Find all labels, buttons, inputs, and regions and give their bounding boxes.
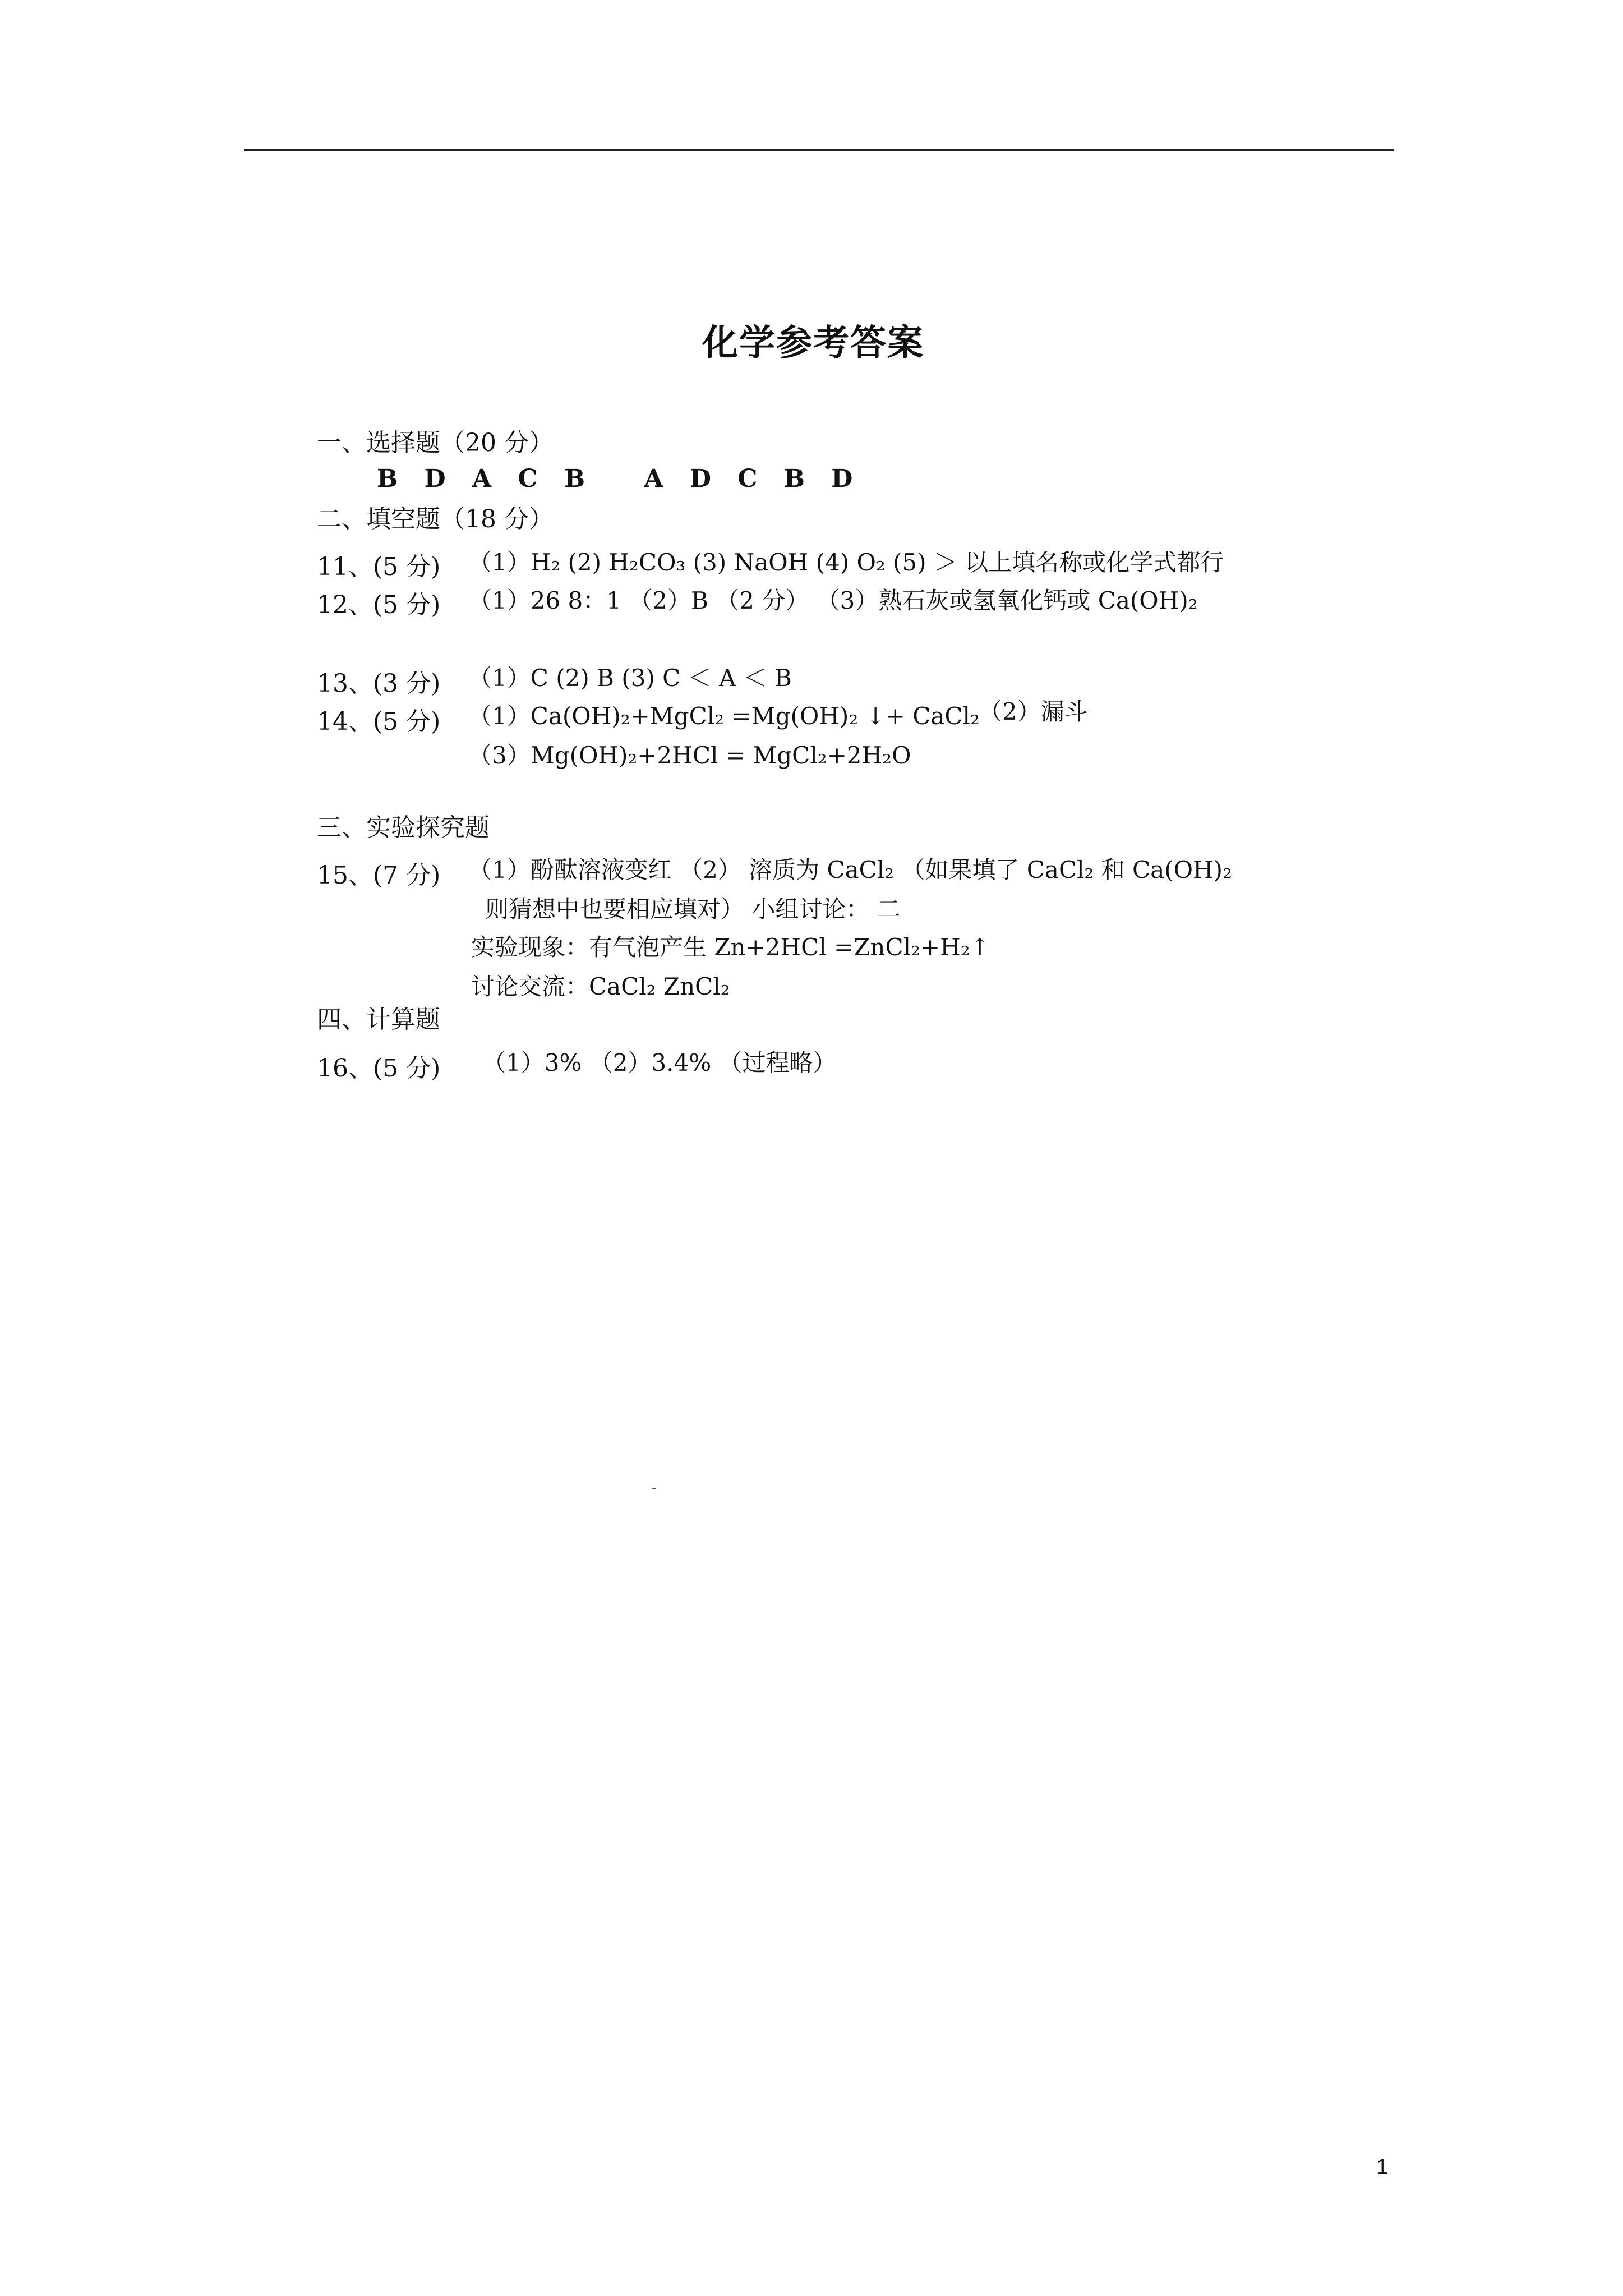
choice-answer: C bbox=[737, 464, 758, 493]
question-number-12: 12、(5 分) bbox=[317, 591, 441, 619]
question-number-11: 11、(5 分) bbox=[317, 553, 441, 581]
question-number-14: 14、(5 分) bbox=[317, 707, 441, 736]
choice-answer: D bbox=[424, 464, 446, 493]
choice-answer: A bbox=[472, 464, 492, 493]
question-number-16: 16、(5 分) bbox=[317, 1054, 441, 1083]
answer-15-line4: 讨论交流：CaCl₂ ZnCl₂ bbox=[471, 973, 730, 1000]
choice-answer: B bbox=[783, 464, 805, 493]
section-heading-experiment: 三、实验探究题 bbox=[317, 813, 490, 842]
answer-12: （1）26 8：1 （2）B （2 分） （3）熟石灰或氢氧化钙或 Ca(OH)₂ bbox=[468, 587, 1198, 614]
answer-14-part3: （3）Mg(OH)₂+2HCl = MgCl₂+2H₂O bbox=[468, 742, 911, 769]
answer-15-line3: 实验现象：有气泡产生 Zn+2HCl =ZnCl₂+H₂↑ bbox=[471, 933, 990, 961]
choice-answer: B bbox=[377, 464, 398, 493]
choice-answer: B bbox=[564, 464, 585, 493]
choice-answers bbox=[377, 464, 870, 493]
page-number: 1 bbox=[1376, 2155, 1389, 2179]
answer-11: （1）H₂ (2) H₂CO₃ (3) NaOH (4) O₂ (5) ＞ 以上填名称或化学式都行 bbox=[468, 549, 1224, 576]
choice-answer: C bbox=[518, 464, 538, 493]
choice-answer: D bbox=[689, 464, 711, 493]
answer-14-part2: （2）漏斗 bbox=[979, 698, 1088, 725]
section-heading-calculation: 四、计算题 bbox=[317, 1005, 440, 1034]
answer-15-line2: 则猜想中也要相应填对） 小组讨论： 二 bbox=[485, 895, 901, 923]
choice-answer: A bbox=[644, 464, 663, 493]
scan-speck bbox=[652, 1488, 656, 1489]
choice-answer: D bbox=[831, 464, 853, 493]
answer-16: （1）3% （2）3.4% （过程略） bbox=[482, 1049, 837, 1076]
answer-13: （1）C (2) B (3) C ＜ A ＜ B bbox=[468, 664, 792, 692]
answer-15-line1: （1）酚酞溶液变红 （2） 溶质为 CaCl₂ （如果填了 CaCl₂ 和 Ca(OH)₂ bbox=[468, 856, 1232, 884]
page-title: 化学参考答案 bbox=[702, 322, 924, 364]
question-number-13: 13、(3 分) bbox=[317, 669, 441, 698]
section-heading-choice: 一、选择题（20 分） bbox=[317, 429, 554, 457]
question-number-15: 15、(7 分) bbox=[317, 861, 441, 890]
header-rule bbox=[244, 149, 1394, 151]
answer-14-part1: （1）Ca(OH)₂+MgCl₂ =Mg(OH)₂ ↓+ CaCl₂ bbox=[468, 702, 980, 730]
section-heading-fill: 二、填空题（18 分） bbox=[317, 505, 554, 533]
